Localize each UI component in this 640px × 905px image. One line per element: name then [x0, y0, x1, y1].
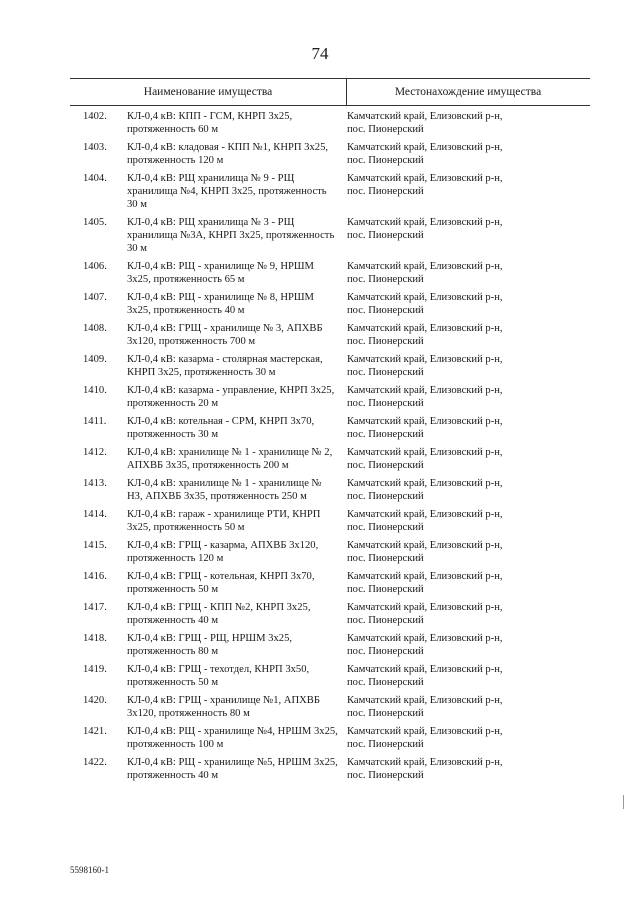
- property-name: КЛ-0,4 кВ: кладовая - КПП №1, КНРП 3х25, протяженность 120 м: [127, 142, 329, 166]
- table-row: [0, 601, 640, 627]
- table-row: [0, 663, 640, 689]
- property-name: КЛ-0,4 кВ: казарма - управление, КНРП 3х25, протяженность 20 м: [127, 385, 335, 409]
- table-row: [0, 570, 640, 596]
- row-number: 1421.: [83, 726, 107, 737]
- table-row: [0, 260, 640, 286]
- property-location: Камчатский край, Елизовский р-н, пос. Пионерский: [347, 602, 503, 626]
- table-row: [0, 291, 640, 317]
- property-location: Камчатский край, Елизовский р-н, пос. Пионерский: [347, 416, 503, 440]
- property-name: КЛ-0,4 кВ: РЩ - хранилище №5, НРШМ 3х25, протяженность 40 м: [127, 757, 338, 781]
- property-name: КЛ-0,4 кВ: котельная - СРМ, КНРП 3х70, протяженность 30 м: [127, 416, 315, 440]
- property-name: КЛ-0,4 кВ: ГРЩ - хранилище №1, АПХВБ 3х120, протяженность 80 м: [127, 695, 320, 719]
- table-row: [0, 694, 640, 720]
- property-location: Камчатский край, Елизовский р-н, пос. Пионерский: [347, 509, 503, 533]
- property-name: КЛ-0,4 кВ: РЩ - хранилище № 8, НРШМ 3х25, протяженность 40 м: [127, 292, 314, 316]
- table-row: [0, 110, 640, 136]
- property-name: КЛ-0,4 кВ: КПП - ГСМ, КНРП 3х25, протяженность 60 м: [127, 111, 293, 135]
- row-number: 1418.: [83, 633, 107, 644]
- row-number: 1409.: [83, 354, 107, 365]
- table-row: [0, 322, 640, 348]
- property-location: Камчатский край, Елизовский р-н, пос. Пионерский: [347, 726, 503, 750]
- property-location: Камчатский край, Елизовский р-н, пос. Пионерский: [347, 323, 503, 347]
- property-location: Камчатский край, Елизовский р-н, пос. Пионерский: [347, 478, 503, 502]
- table-row: [0, 446, 640, 472]
- property-name: КЛ-0,4 кВ: хранилище № 1 - хранилище № НЗ, АПХВБ 3х35, протяженность 250 м: [127, 478, 322, 502]
- property-name: КЛ-0,4 кВ: казарма - столярная мастерская, КНРП 3х25, протяженность 30 м: [127, 354, 323, 378]
- property-location: Камчатский край, Елизовский р-н, пос. Пионерский: [347, 664, 503, 688]
- property-location: Камчатский край, Елизовский р-н, пос. Пионерский: [347, 540, 503, 564]
- table-row: [0, 353, 640, 379]
- property-name: КЛ-0,4 кВ: ГРЩ - техотдел, КНРП 3х50, протяженность 50 м: [127, 664, 310, 688]
- column-header-location: Местонахождение имущества: [394, 86, 542, 98]
- table-row: [0, 141, 640, 167]
- table-row: [0, 725, 640, 751]
- table-row: [0, 477, 640, 503]
- property-location: Камчатский край, Елизовский р-н, пос. Пионерский: [347, 261, 503, 285]
- property-name: КЛ-0,4 кВ: ГРЩ - РЩ, НРШМ 3х25, протяженность 80 м: [127, 633, 293, 657]
- property-location: Камчатский край, Елизовский р-н, пос. Пионерский: [347, 217, 503, 241]
- table-row: [0, 172, 640, 211]
- property-name: КЛ-0,4 кВ: РЩ - хранилище №4, НРШМ 3х25, протяженность 100 м: [127, 726, 338, 750]
- table-row: [0, 415, 640, 441]
- row-number: 1404.: [83, 173, 107, 184]
- property-location: Камчатский край, Елизовский р-н, пос. Пионерский: [347, 385, 503, 409]
- property-name: КЛ-0,4 кВ: хранилище № 1 - хранилище № 2, АПХВБ 3х35, протяженность 200 м: [127, 447, 333, 471]
- property-name: КЛ-0,4 кВ: гараж - хранилище РТИ, КНРП 3х25, протяженность 50 м: [127, 509, 321, 533]
- page-number: 74: [311, 44, 329, 63]
- row-number: 1420.: [83, 695, 107, 706]
- row-number: 1407.: [83, 292, 107, 303]
- property-location: Камчатский край, Елизовский р-н, пос. Пионерский: [347, 447, 503, 471]
- property-location: Камчатский край, Елизовский р-н, пос. Пионерский: [347, 142, 503, 166]
- table-row: [0, 508, 640, 534]
- property-location: Камчатский край, Елизовский р-н, пос. Пионерский: [347, 173, 503, 197]
- row-number: 1416.: [83, 571, 107, 582]
- column-header-name: Наименование имущества: [143, 86, 273, 98]
- row-number: 1419.: [83, 664, 107, 675]
- table-row: [0, 632, 640, 658]
- property-name: КЛ-0,4 кВ: ГРЩ - котельная, КНРП 3х70, протяженность 50 м: [127, 571, 315, 595]
- property-name: КЛ-0,4 кВ: ГРЩ - хранилище № 3, АПХВБ 3х120, протяженность 700 м: [127, 323, 323, 347]
- property-name: КЛ-0,4 кВ: РЩ - хранилище № 9, НРШМ 3х25, протяженность 65 м: [127, 261, 314, 285]
- table-row: [0, 216, 640, 255]
- row-number: 1406.: [83, 261, 107, 272]
- property-name: КЛ-0,4 кВ: РЩ хранилища № 9 - РЩ хранилища №4, КНРП 3х25, протяженность 30 м: [127, 173, 327, 210]
- row-number: 1422.: [83, 757, 107, 768]
- row-number: 1405.: [83, 217, 107, 228]
- table-header: [70, 78, 590, 106]
- property-name: КЛ-0,4 кВ: ГРЩ - КПП №2, КНРП 3х25, протяженность 40 м: [127, 602, 311, 626]
- row-number: 1408.: [83, 323, 107, 334]
- row-number: 1412.: [83, 447, 107, 458]
- property-location: Камчатский край, Елизовский р-н, пос. Пионерский: [347, 354, 503, 378]
- table-row: [0, 384, 640, 410]
- row-number: 1411.: [83, 416, 107, 427]
- property-name: КЛ-0,4 кВ: РЩ хранилища № 3 - РЩ хранилища №3А, КНРП 3х25, протяженность 30 м: [127, 217, 335, 254]
- scan-edge-mark: [623, 795, 624, 809]
- property-location: Камчатский край, Елизовский р-н, пос. Пионерский: [347, 292, 503, 316]
- row-number: 1402.: [83, 111, 107, 122]
- table-row: [0, 756, 640, 782]
- row-number: 1414.: [83, 509, 107, 520]
- table-row: [0, 539, 640, 565]
- property-location: Камчатский край, Елизовский р-н, пос. Пионерский: [347, 111, 503, 135]
- property-location: Камчатский край, Елизовский р-н, пос. Пионерский: [347, 633, 503, 657]
- row-number: 1415.: [83, 540, 107, 551]
- document-code: 5598160-1: [70, 865, 109, 875]
- property-location: Камчатский край, Елизовский р-н, пос. Пионерский: [347, 695, 503, 719]
- row-number: 1417.: [83, 602, 107, 613]
- row-number: 1413.: [83, 478, 107, 489]
- row-number: 1410.: [83, 385, 107, 396]
- property-name: КЛ-0,4 кВ: ГРЩ - казарма, АПХВБ 3х120, протяженность 120 м: [127, 540, 319, 564]
- property-location: Камчатский край, Елизовский р-н, пос. Пионерский: [347, 571, 503, 595]
- property-location: Камчатский край, Елизовский р-н, пос. Пионерский: [347, 757, 503, 781]
- table-body: [0, 110, 640, 787]
- row-number: 1403.: [83, 142, 107, 153]
